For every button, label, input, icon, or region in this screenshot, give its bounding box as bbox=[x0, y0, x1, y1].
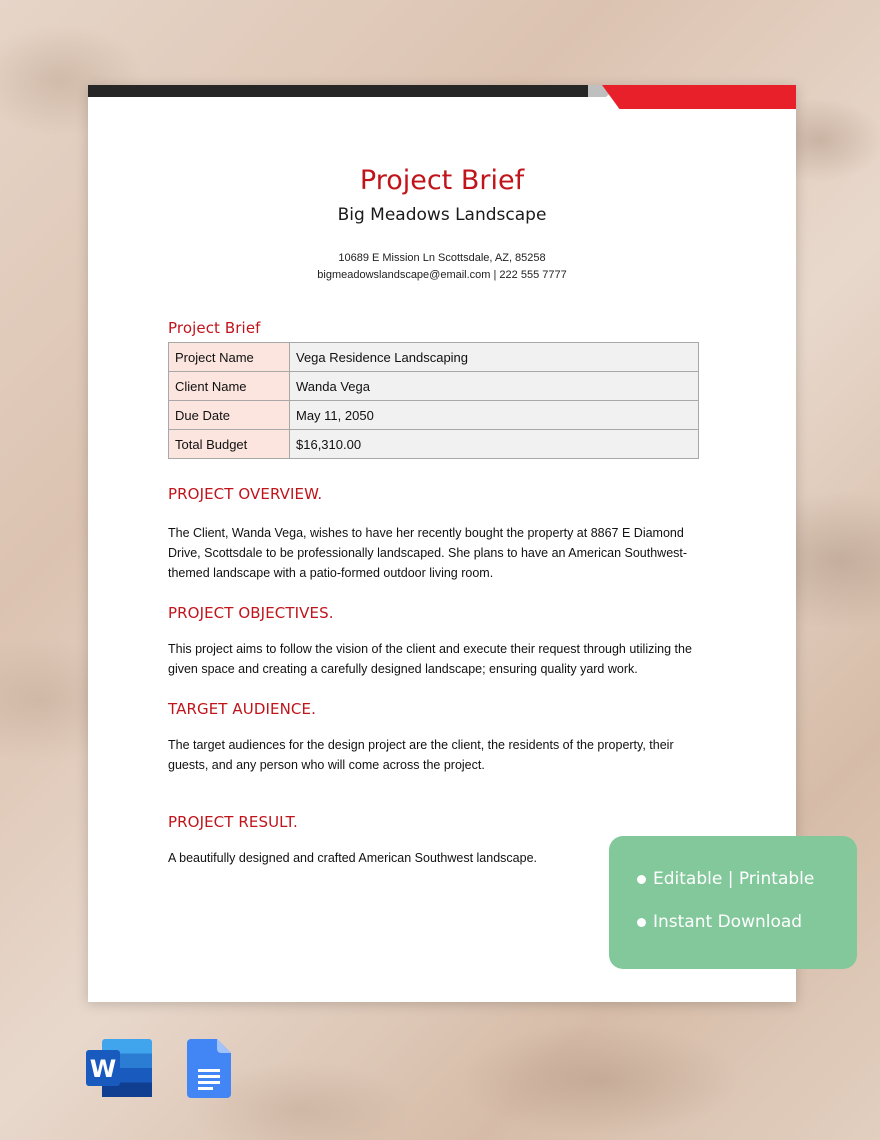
table-row bbox=[169, 401, 699, 430]
section-body-overview: The Client, Wanda Vega, wishes to have her recently bought the property at 8867 E Diamond Drive, Scottsdale to be professionally landscaped. She plans to have an American Southwest-themed landscape with a patio-formed outdoor living room. bbox=[168, 526, 688, 580]
microsoft-word-icon bbox=[86, 1039, 152, 1097]
table-key: Due Date bbox=[169, 401, 290, 430]
contact-line: bigmeadowslandscape@email.com | 222 555 7777 bbox=[317, 269, 567, 281]
company-contact bbox=[88, 250, 796, 284]
table-value: May 11, 2050 bbox=[290, 401, 699, 430]
section-heading-audience: TARGET AUDIENCE. bbox=[168, 700, 316, 718]
section-body-result: A beautifully designed and crafted American Southwest landscape. bbox=[168, 851, 537, 865]
table-heading: Project Brief bbox=[168, 319, 261, 337]
company-name: Big Meadows Landscape bbox=[337, 205, 547, 225]
section-heading-overview: PROJECT OVERVIEW. bbox=[168, 485, 323, 503]
section-heading-objectives: PROJECT OBJECTIVES. bbox=[168, 604, 334, 622]
word-icon-letter: W bbox=[89, 1055, 117, 1083]
table-key: Total Budget bbox=[169, 430, 290, 459]
table-row bbox=[169, 372, 699, 401]
table-key: Client Name bbox=[169, 372, 290, 401]
table-value: Wanda Vega bbox=[290, 372, 699, 401]
document-title: Project Brief bbox=[359, 165, 525, 196]
google-docs-icon bbox=[187, 1039, 231, 1098]
table-value: $16,310.00 bbox=[290, 430, 699, 459]
section-body-objectives: This project aims to follow the vision of the client and execute their request through utilizing the given space and creating a carefully designed landscape; ensuring quality yard work. bbox=[168, 642, 692, 676]
address-line: 10689 E Mission Ln Scottsdale, AZ, 85258 bbox=[338, 252, 546, 264]
section-body-audience: The target audiences for the design project are the client, the residents of the property, their guests, and any person who will come across the project. bbox=[168, 738, 674, 772]
feature-badge bbox=[609, 836, 857, 969]
project-brief-table bbox=[168, 342, 699, 459]
badge-text: Instant Download bbox=[653, 912, 803, 932]
badge-line-editable bbox=[637, 869, 814, 889]
bullet-icon bbox=[637, 875, 646, 884]
section-heading-result: PROJECT RESULT. bbox=[168, 813, 298, 831]
table-row bbox=[169, 430, 699, 459]
bullet-icon bbox=[637, 918, 646, 927]
header-dark-bar bbox=[88, 85, 613, 97]
table-row bbox=[169, 343, 699, 372]
table-value: Vega Residence Landscaping bbox=[290, 343, 699, 372]
table-key: Project Name bbox=[169, 343, 290, 372]
header-red-bar bbox=[602, 85, 796, 109]
badge-text: Editable | Printable bbox=[653, 869, 815, 889]
badge-line-download bbox=[637, 912, 802, 932]
